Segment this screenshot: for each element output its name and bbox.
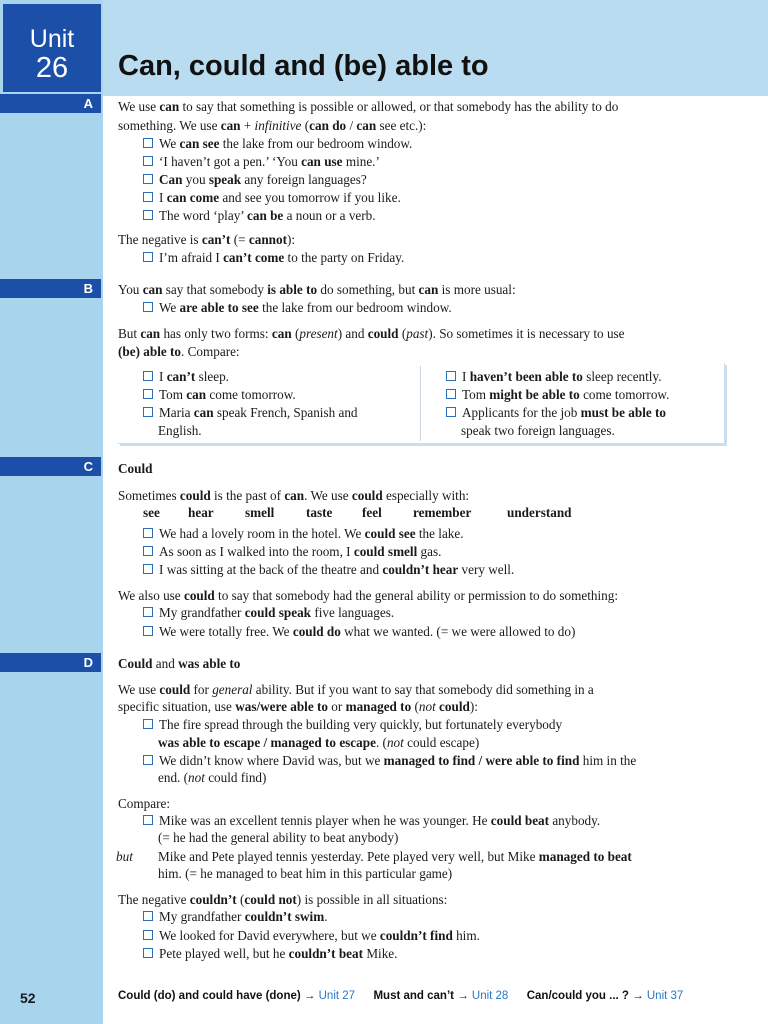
verb-list-item: understand xyxy=(507,505,572,520)
text-run: can xyxy=(284,488,305,503)
text-run: The negative xyxy=(118,892,190,907)
text-run: and see you tomorrow if you like. xyxy=(219,190,401,205)
text-run: couldn’t swim xyxy=(244,909,325,924)
text-run: a noun or a verb. xyxy=(283,208,376,223)
text-run: ) is possible in all situations: xyxy=(296,892,448,907)
unit-number: 26 xyxy=(35,52,69,84)
cross-reference-footer xyxy=(118,990,683,1002)
arrow-icon: → xyxy=(457,990,469,1002)
text-run: something. We use xyxy=(118,118,221,133)
text-run: The word ‘play’ xyxy=(159,208,248,223)
section-tag-b: B xyxy=(0,279,101,298)
text-run: to say that somebody had the general ability or permission to do something: xyxy=(214,588,618,603)
text-run: Could xyxy=(118,656,153,671)
text-run: Compare: xyxy=(118,796,171,811)
text-run: (be) able to xyxy=(118,344,181,359)
text-run: are able to see xyxy=(179,300,259,315)
body-text xyxy=(118,281,516,298)
page-number: 52 xyxy=(20,990,36,1006)
text-run: I’m afraid I xyxy=(159,250,224,265)
text-run: Maria xyxy=(159,405,194,420)
text-run: couldn’t beat xyxy=(288,946,364,961)
example-item xyxy=(143,561,514,578)
text-run: Applicants for the job xyxy=(462,405,581,420)
text-run: . Compare: xyxy=(181,344,240,359)
text-run: cannot xyxy=(248,232,287,247)
example-item-continued xyxy=(158,865,452,882)
example-item xyxy=(143,207,376,224)
text-run: I xyxy=(159,190,167,205)
text-run: ( xyxy=(291,326,300,341)
text-run: My grandfather xyxy=(159,909,245,924)
body-text xyxy=(118,587,618,604)
verb-list-item: smell xyxy=(245,505,275,520)
text-run: or xyxy=(328,699,346,714)
text-run: could xyxy=(179,488,211,503)
example-item xyxy=(446,404,666,421)
text-run: but xyxy=(116,849,133,864)
text-run: / xyxy=(346,118,357,133)
text-run: managed to find / were able to find xyxy=(383,753,580,768)
text-run: ability. But if you want to say that somebody did something in a xyxy=(252,682,594,697)
text-run: to say that something is possible or allowed, or that somebody has the ability to do xyxy=(179,99,619,114)
text-run: not xyxy=(386,735,404,750)
text-run: can’t xyxy=(166,369,196,384)
text-run: can xyxy=(140,326,161,341)
unit-badge xyxy=(3,4,101,92)
example-item xyxy=(143,752,636,769)
text-run: . ( xyxy=(375,735,387,750)
text-run: We were totally free. We xyxy=(159,624,293,639)
crossref-link-unit-28[interactable]: Unit 28 xyxy=(471,990,509,1002)
text-run: speak two foreign languages. xyxy=(461,423,615,438)
text-run: the lake from our bedroom window. xyxy=(219,136,413,151)
text-run: gas. xyxy=(417,544,442,559)
text-run: can use xyxy=(301,154,343,169)
text-run: The negative is xyxy=(118,232,202,247)
text-run: English. xyxy=(158,423,202,438)
text-run: not xyxy=(188,770,205,785)
text-run: could do xyxy=(292,624,341,639)
text-run: Tom xyxy=(159,387,187,402)
text-run: ). So sometimes it is necessary to use xyxy=(428,326,625,341)
text-run: can’t come xyxy=(223,250,285,265)
body-text xyxy=(118,487,469,504)
text-run: The fire spread through the building very quickly, but fortunately everybody xyxy=(159,717,563,732)
text-run: could xyxy=(351,488,383,503)
text-run: Mike and Pete played tennis yesterday. Pete played very well, but Mike xyxy=(158,849,539,864)
arrow-icon: → xyxy=(303,990,316,1002)
text-run: We also use xyxy=(118,588,184,603)
verb-list-item: hear xyxy=(188,505,214,520)
example-item-continued xyxy=(461,422,615,439)
text-run: the lake from our bedroom window. xyxy=(258,300,452,315)
text-run: must be able to xyxy=(580,405,667,420)
text-run: is more usual: xyxy=(438,282,516,297)
verb-list-item: remember xyxy=(413,505,472,520)
text-run: and xyxy=(152,656,179,671)
text-run: especially with: xyxy=(382,488,470,503)
text-run: ( xyxy=(411,699,419,714)
example-item xyxy=(143,299,452,316)
text-run: We use xyxy=(118,99,160,114)
text-run: what we wanted. (= we were allowed to do) xyxy=(340,624,576,639)
example-item xyxy=(143,623,575,640)
text-run: was able to xyxy=(178,656,241,671)
example-item xyxy=(143,135,412,152)
text-run: couldn’t find xyxy=(379,928,453,943)
text-run: could xyxy=(159,682,191,697)
text-run: You xyxy=(118,282,143,297)
text-run: any foreign languages? xyxy=(241,172,367,187)
text-run: could xyxy=(367,326,399,341)
text-run: five languages. xyxy=(311,605,395,620)
section-tag-a: A xyxy=(0,94,101,113)
text-run: ‘I haven’t got a pen.’ ‘You xyxy=(159,154,302,169)
text-run: can xyxy=(193,405,214,420)
body-text xyxy=(118,325,625,342)
contrast-label xyxy=(116,848,133,865)
text-run: managed to beat xyxy=(538,849,632,864)
example-item xyxy=(446,386,669,403)
text-run: . We use xyxy=(304,488,352,503)
text-run: him. xyxy=(452,928,480,943)
page-title: Can, could and (be) able to xyxy=(118,50,489,82)
text-run: present xyxy=(299,326,338,341)
text-run: couldn’t hear xyxy=(382,562,459,577)
text-run: haven’t been able to xyxy=(469,369,583,384)
text-run: him in the xyxy=(579,753,637,768)
crossref-link-unit-37[interactable]: Unit 37 xyxy=(646,990,684,1002)
text-run: can xyxy=(186,387,207,402)
example-item-continued xyxy=(158,734,479,751)
text-run: ( xyxy=(236,892,245,907)
text-run: him. (= he managed to beat him in this particular game) xyxy=(158,866,453,881)
text-run: can do xyxy=(309,118,347,133)
section-heading xyxy=(118,460,152,477)
body-text xyxy=(118,98,618,115)
text-run: come tomorrow. xyxy=(579,387,670,402)
text-run: speak xyxy=(208,172,242,187)
example-item xyxy=(158,848,632,865)
text-run: infinitive xyxy=(254,118,302,133)
text-run: (= he had the general ability to beat anybody) xyxy=(158,830,399,845)
example-item xyxy=(143,812,600,829)
body-text xyxy=(118,795,170,812)
text-run: can’t xyxy=(201,232,231,247)
body-text xyxy=(118,343,240,360)
text-run: Mike. xyxy=(363,946,398,961)
text-run: for xyxy=(190,682,213,697)
text-run: the lake. xyxy=(415,526,464,541)
text-run: Pete played well, but he xyxy=(159,946,289,961)
example-item xyxy=(143,716,562,733)
text-run: We use xyxy=(118,682,160,697)
text-run: could see xyxy=(364,526,416,541)
text-run: very well. xyxy=(458,562,515,577)
text-run: might be able to xyxy=(489,387,580,402)
example-item xyxy=(143,249,404,266)
text-run: Can xyxy=(159,172,183,187)
text-run: But xyxy=(118,326,141,341)
text-run: mine.’ xyxy=(342,154,380,169)
example-item xyxy=(143,927,480,944)
text-run: could escape) xyxy=(403,735,480,750)
text-run: could xyxy=(439,699,470,714)
text-run: can xyxy=(418,282,439,297)
crossref-text: Must and can’t xyxy=(373,990,454,1002)
verb-list-item: see xyxy=(143,505,160,520)
example-item xyxy=(143,945,397,962)
text-run: can come xyxy=(166,190,220,205)
crossref-link-unit-27[interactable]: Unit 27 xyxy=(318,990,356,1002)
example-item xyxy=(143,368,229,385)
crossref-text: Can/could you ... ? xyxy=(526,990,629,1002)
text-run: can xyxy=(271,326,292,341)
body-text xyxy=(118,891,447,908)
text-run: can be xyxy=(247,208,284,223)
text-run: managed to xyxy=(345,699,412,714)
text-run: do something, but xyxy=(317,282,419,297)
arrow-icon: → xyxy=(632,990,644,1002)
left-sidebar xyxy=(0,0,103,1024)
text-run: was/were able to xyxy=(235,699,328,714)
example-item xyxy=(143,525,464,542)
text-run: general xyxy=(212,682,253,697)
text-run: not xyxy=(418,699,436,714)
text-run: can xyxy=(356,118,377,133)
text-run: come tomorrow. xyxy=(206,387,296,402)
text-run: see etc.): xyxy=(376,118,427,133)
text-run: could speak xyxy=(244,605,312,620)
verb-list-item: taste xyxy=(306,505,333,520)
text-run: can xyxy=(220,118,241,133)
text-run: ): xyxy=(286,232,296,247)
text-run: I xyxy=(462,369,470,384)
verb-list-item: feel xyxy=(362,505,382,520)
text-run: + xyxy=(240,118,255,133)
text-run: anybody. xyxy=(549,813,601,828)
text-run: sleep. xyxy=(195,369,229,384)
text-run: can xyxy=(159,99,180,114)
text-run: to the party on Friday. xyxy=(284,250,405,265)
text-run: is the past of xyxy=(210,488,285,503)
text-run: My grandfather xyxy=(159,605,245,620)
text-run: speak French, Spanish and xyxy=(213,405,358,420)
example-item xyxy=(143,543,441,560)
section-tag-d: D xyxy=(0,653,101,672)
text-run: sleep recently. xyxy=(582,369,662,384)
example-item xyxy=(143,189,401,206)
text-run: was able to escape / managed to escape xyxy=(158,735,376,750)
text-run: ) and xyxy=(337,326,368,341)
text-run: you xyxy=(182,172,209,187)
text-run: I was sitting at the back of the theatre and xyxy=(159,562,383,577)
text-run: end. ( xyxy=(158,770,189,785)
text-run: could smell xyxy=(353,544,418,559)
section-tag-c: C xyxy=(0,457,101,476)
text-run: can see xyxy=(179,136,220,151)
text-run: ( xyxy=(398,326,407,341)
example-item xyxy=(143,604,394,621)
text-run: couldn’t xyxy=(189,892,237,907)
text-run: ( xyxy=(301,118,310,133)
text-run: Tom xyxy=(462,387,490,402)
body-text xyxy=(118,231,295,248)
text-run: is able to xyxy=(267,282,318,297)
body-text xyxy=(118,698,478,715)
text-run: say that somebody xyxy=(162,282,268,297)
text-run: has only two forms: xyxy=(160,326,272,341)
text-run: We looked for David everywhere, but we xyxy=(159,928,380,943)
text-run: We xyxy=(159,300,180,315)
section-heading xyxy=(118,655,240,672)
text-run: . xyxy=(324,909,328,924)
text-run: We xyxy=(159,136,180,151)
text-run: past xyxy=(406,326,429,341)
body-text xyxy=(118,117,426,134)
text-run: We didn’t know where David was, but we xyxy=(159,753,384,768)
text-run: I xyxy=(159,369,167,384)
example-item-continued xyxy=(158,829,398,846)
example-item xyxy=(143,171,367,188)
text-run: We had a lovely room in the hotel. We xyxy=(159,526,365,541)
text-run: Mike was an excellent tennis player when he was younger. He xyxy=(159,813,491,828)
example-item xyxy=(143,908,327,925)
text-run: (= xyxy=(230,232,249,247)
example-item xyxy=(446,368,662,385)
body-text xyxy=(118,681,594,698)
unit-label: Unit xyxy=(29,25,75,53)
example-item xyxy=(143,404,358,421)
example-item xyxy=(143,386,296,403)
text-run: can xyxy=(142,282,163,297)
compare-divider xyxy=(420,366,421,441)
text-run: could not xyxy=(244,892,297,907)
text-run: Could xyxy=(118,461,153,476)
text-run: could xyxy=(183,588,215,603)
text-run: could beat xyxy=(490,813,550,828)
text-run: Sometimes xyxy=(118,488,180,503)
text-run: As soon as I walked into the room, I xyxy=(159,544,354,559)
text-run: could find) xyxy=(204,770,267,785)
text-run: specific situation, use xyxy=(118,699,236,714)
example-item-continued xyxy=(158,769,266,786)
crossref-text: Could (do) and could have (done) xyxy=(118,990,301,1002)
text-run: ): xyxy=(469,699,478,714)
example-item xyxy=(143,153,380,170)
example-item-continued xyxy=(158,422,202,439)
